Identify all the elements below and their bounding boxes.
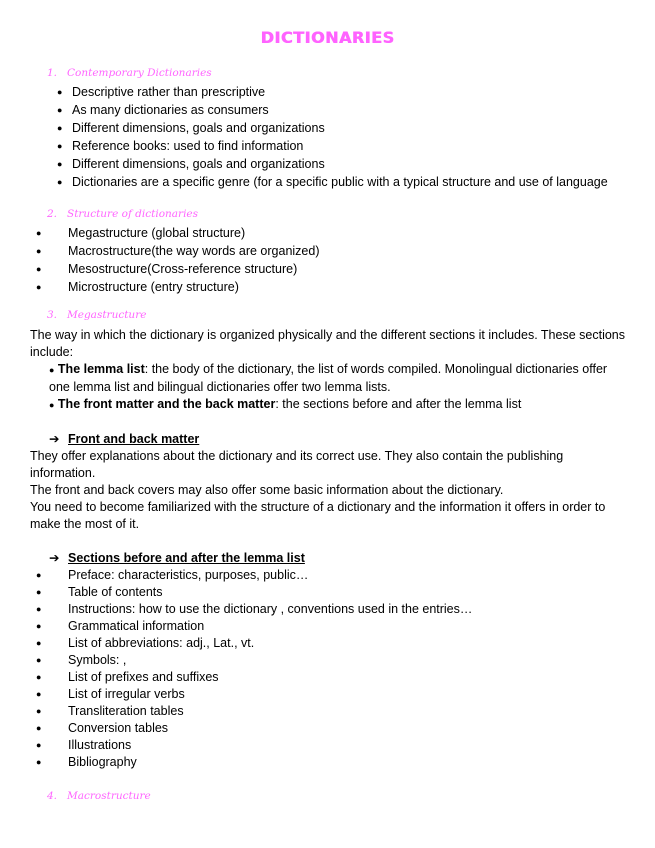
document-page: DICTIONARIES 1. Contemporary Dictionaries ● Descriptive rather than prescriptive ● As many dictionaries as consumers ● Different dimensions, goals and organizations ● Reference books: used to find information ● Different dimensions, goals and organizations ● Dictionaries are a specific genre (for a specific public with a typical structure and use of language 2. Structure of dictionaries ● Megastructure (global structure) ● Macrostructure(the way words are organized) ● Mesostructure(Cross-reference structure) ● Microstructure (entry structure) 3. Megastructure The way in which the dictionary is organized physically and the different sections it includes. These sections include: ● The lemma list: the body of the dictionary, the list of words compiled. Monolingual dictionaries offer one lemma list and bilingual dictionaries offer two lemma lists. ● The front matter and the back matter: the sections before and after the lemma list ➔ Front and back matter They offer explanations about the dictionary and its correct use. They also contain the publishing information. The front and back covers may also offer some basic information about the dictionary. You need to become familiarized with the structure of a dictionary and the information it offers in order to make the most of it. ➔ Sections before and after the lemma list ● Preface: characteristics, purposes, public… ● Table of contents ● Instructions: how to use the dictionary , conventions used in the entries… ● Grammatical information ● List of abbreviations: adj., Lat., vt. ● Symbols: , ● List of prefixes and suffixes ● List of irregular verbs ● Transliteration tables ● Conversion tables ● Illustrations ● Bibliography 4. Macrostructure [0,0,655,848]
bullet-icon: ● [36,706,42,716]
front-back-heading: ➔ Front and back matter [49,432,200,446]
front-back-paragraphs: They offer explanations about the dictionary and its correct use. They also contain the publishing information. The front and back covers may also offer some basic information about the dictionary. You need to become familiarized with the structure of a dictionary and the information it offers in order to make the most of it. [30,449,606,531]
bullet-icon: ● [36,655,42,665]
section-heading-megastructure [47,309,146,321]
bullet-icon: ● [36,246,42,256]
section-label: Contemporary Dictionaries [67,67,212,79]
bullet-icon: ● [36,228,42,238]
bullet-icon: ● [36,604,42,614]
bullet-icon: ● [36,757,42,767]
arrow-icon: ➔ [49,551,60,565]
bullet-icon: ● [57,159,63,169]
bullet-icon: ● [57,177,63,187]
section-label: Macrostructure [67,790,151,802]
megastructure-intro: The way in which the dictionary is organized physically and the different sections it includes. These sections include: [30,328,625,359]
bullet-icon: ● [36,264,42,274]
bullet-icon: ● [36,570,42,580]
section-label: Structure of dictionaries [67,208,199,220]
bullet-icon: ● [36,282,42,292]
bullet-icon: ● [36,587,42,597]
bullet-icon: ● [36,621,42,631]
section-number: 2. [47,208,58,220]
section-heading-macrostructure [47,790,151,802]
bullet-icon: ● [36,723,42,733]
section-heading-structure [47,208,198,220]
bullet-icon: ● [57,123,63,133]
bullet-icon: ● [49,400,55,410]
bullet-icon: ● [57,87,63,97]
lemma-list-point: ● The lemma list: the body of the dictionary, the list of words compiled. Monolingual dictionaries offer one lemma list and bilingual dictionaries offer two lemma lists. [49,362,608,394]
arrow-icon: ➔ [49,432,60,446]
bullet-icon: ● [49,365,55,375]
bullet-icon: ● [36,638,42,648]
bullet-icon: ● [36,689,42,699]
section-heading-contemporary [47,67,212,79]
bullet-icon: ● [36,672,42,682]
megastructure-points [49,361,629,414]
section-label: Megastructure [67,309,147,321]
page-title: DICTIONARIES [260,28,395,47]
bullet-icon: ● [57,141,63,151]
section-number: 3. [47,309,58,321]
bullet-icon: ● [36,740,42,750]
front-matter-point: ● The front matter and the back matter: the sections before and after the lemma list [49,397,522,411]
section-number: 4. [47,790,58,802]
sections-heading: ➔ Sections before and after the lemma list [49,551,305,565]
section-number: 1. [47,67,58,79]
bullet-icon: ● [57,105,63,115]
